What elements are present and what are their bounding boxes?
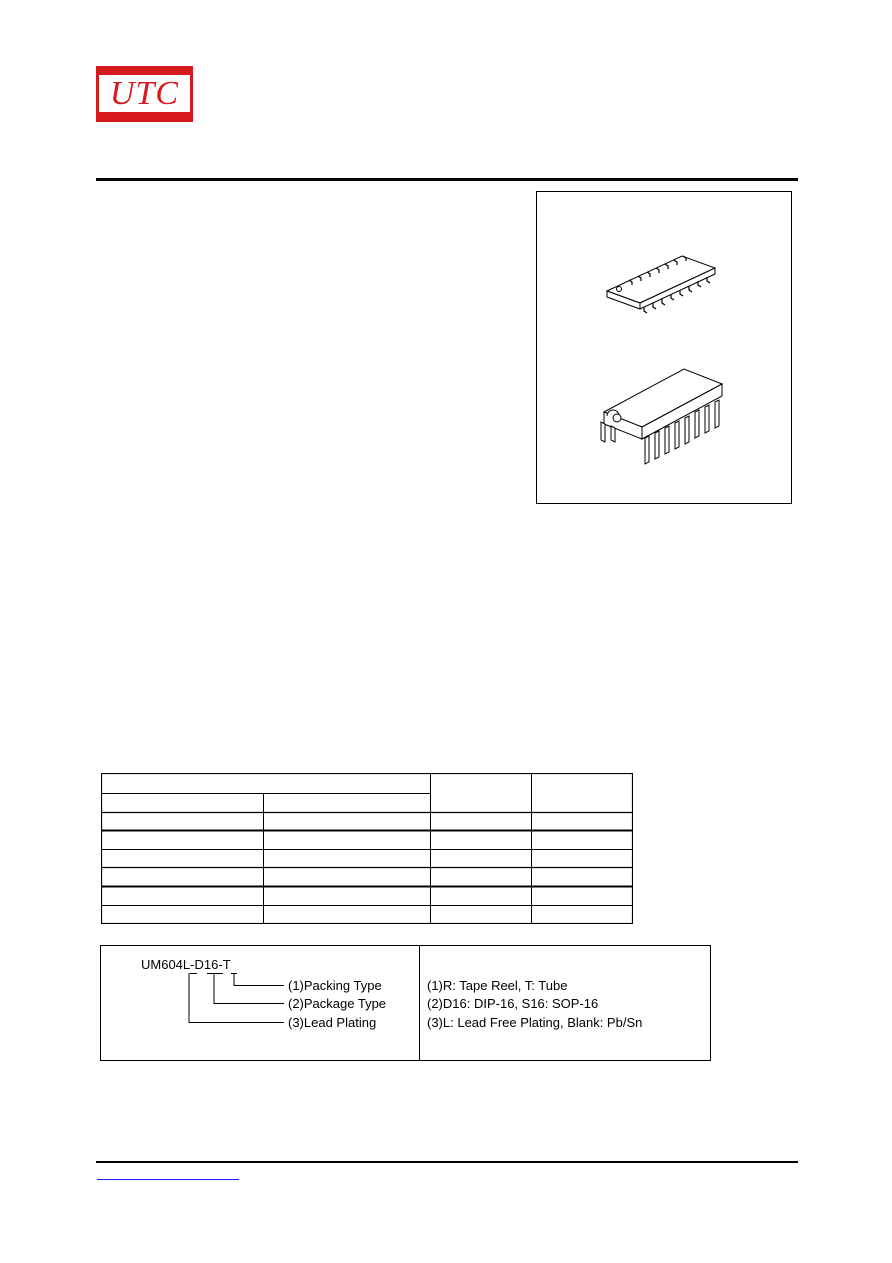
footer-rule: [96, 1161, 798, 1163]
part-code-plating: L: [182, 957, 191, 972]
header-rule: [96, 178, 798, 181]
lead-plating-options: (3)L: Lead Free Plating, Blank: Pb/Sn: [427, 1015, 643, 1030]
part-code-separator: -: [190, 957, 195, 972]
part-code-base: UM604: [141, 957, 183, 972]
package-type-options: (2)D16: DIP-16, S16: SOP-16: [427, 996, 599, 1011]
logo-inner: [99, 75, 190, 112]
part-code-separator: -: [218, 957, 223, 972]
legend-package-type: (2)Package Type: [288, 996, 387, 1011]
logo-text: UTC: [109, 74, 180, 112]
legend-packing-type: (1)Packing Type: [288, 978, 382, 993]
packing-type-options: (1)R: Tape Reel, T: Tube: [427, 978, 568, 993]
utc-logo: [96, 66, 193, 122]
dip16-package-drawing: [537, 192, 793, 505]
legend-lead-plating: (3)Lead Plating: [288, 1015, 377, 1030]
marking-information-box: [100, 945, 711, 1061]
part-code-packing: T: [222, 957, 231, 972]
ordering-information-table: [101, 773, 633, 924]
marking-divider: [419, 946, 420, 1060]
package-illustration-box: [536, 191, 792, 504]
part-code-package: D16: [194, 957, 219, 972]
footer-website-link[interactable]: [97, 1179, 239, 1180]
